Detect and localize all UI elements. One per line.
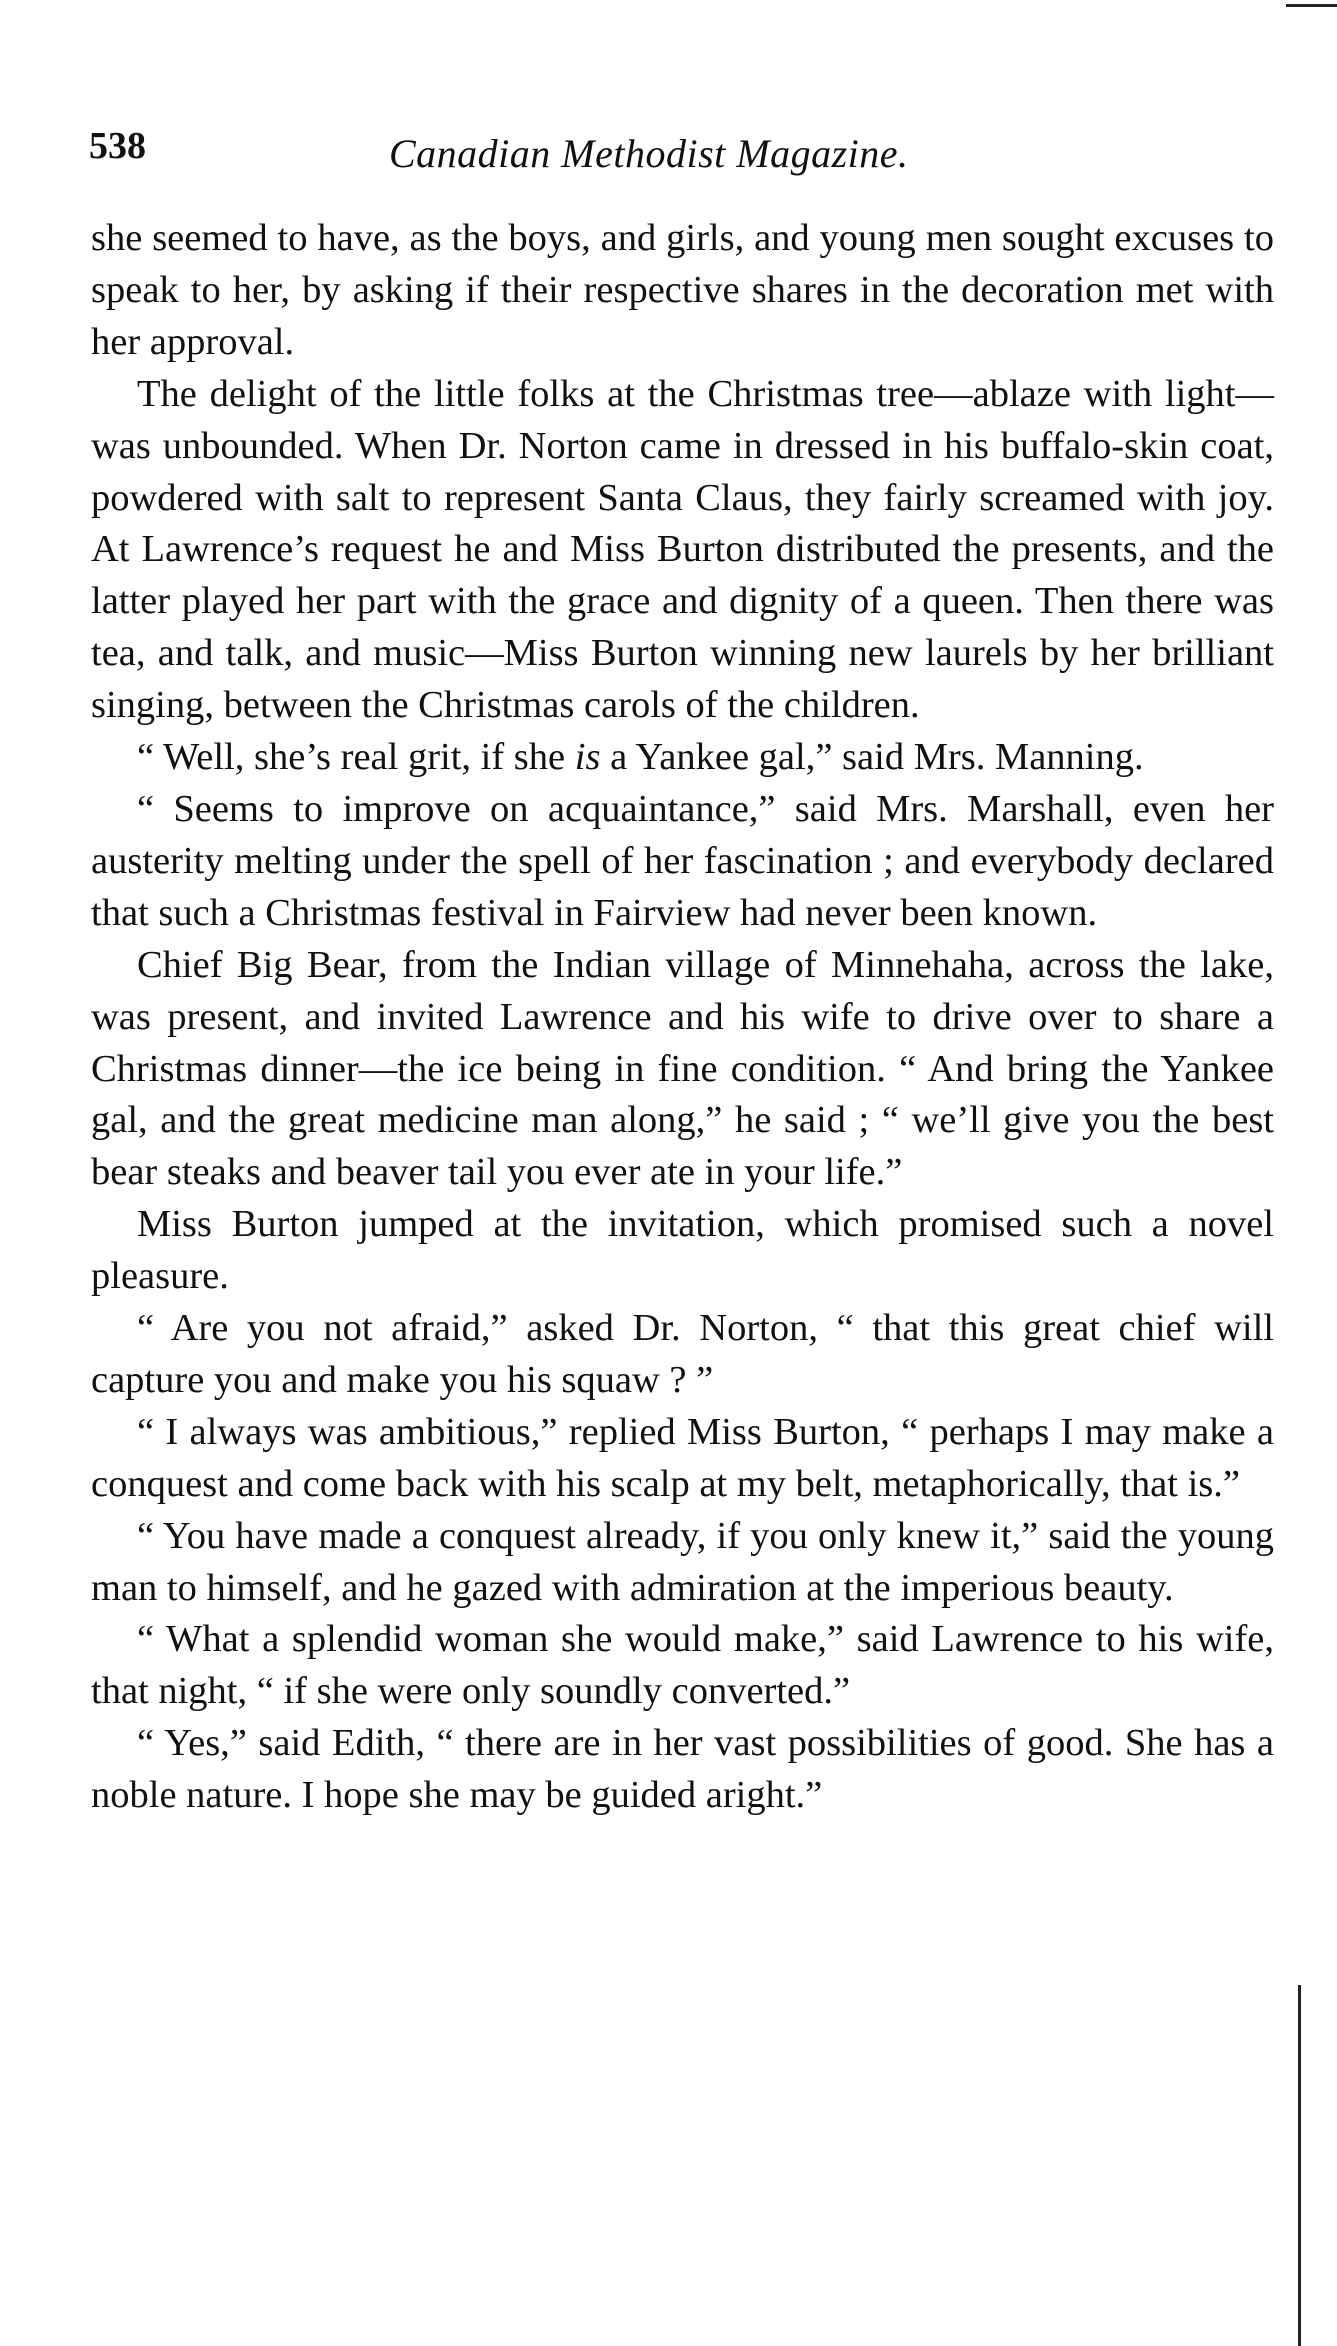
paragraph: “ Are you not afraid,” asked Dr. Norton, “ that this great chief will capture you and make you his squaw ? ” (91, 1307, 1274, 1401)
paragraph-text-end: a Yankee gal,” said Mrs. Manning. (600, 736, 1144, 779)
paragraph: she seemed to have, as the boys, and girls, and young men sought excuses to speak to her, by asking if their respective shares in the decoration met with her approval. (91, 217, 1274, 363)
paragraph: “ What a splendid woman she would make,” said Lawrence to his wife, that night, “ if she were only soundly converted.” (91, 1618, 1274, 1713)
page-header (89, 118, 1274, 188)
paragraph-text-start: “ Well, she’s real grit, if she (137, 736, 575, 779)
emphasized-word: is (574, 736, 601, 779)
body-text (91, 213, 1274, 1822)
paragraph: The delight of the little folks at the Christmas tree—ablaze with light—was unbounded. When Dr. Norton came in dressed in his buffalo-skin coat, powdered with salt to represent Santa Claus, they fairly screamed with joy. At Lawrence’s request he and Miss Burton distributed the presents, and the latter played her part with the grace and dignity of a queen. Then there was tea, and talk, and music—Miss Burton winning new laurels by her brilliant singing, between the Christmas carols of the children. (91, 372, 1274, 727)
margin-edge-rule (1298, 1985, 1301, 2346)
page-number: 538 (89, 125, 146, 167)
paragraph: Miss Burton jumped at the invitation, which promised such a novel pleasure. (91, 1203, 1274, 1298)
paragraph (91, 732, 1274, 784)
paragraph: “ You have made a conquest already, if you only knew it,” said the young man to himself, and he gazed with admiration at the imperious beauty. (91, 1514, 1274, 1609)
top-edge-rule (1286, 4, 1337, 7)
paragraph: Chief Big Bear, from the Indian village of Minnehaha, across the lake, was present, and invited Lawrence and his wife to drive over to share a Christmas dinner—the ice being in fine condition. “ And bring the Yankee gal, and the great medicine man along,” he said ; “ we’ll give you the best bear steaks and beaver tail you ever ate in your life.” (91, 943, 1274, 1194)
paragraph: “ I always was ambitious,” replied Miss Burton, “ perhaps I may make a conquest and come back with his scalp at my belt, metaphorically, that is.” (91, 1410, 1274, 1505)
paragraph: “ Yes,” said Edith, “ there are in her vast possibilities of good. She has a noble nature. I hope she may be guided aright.” (91, 1722, 1274, 1817)
running-title: Canadian Methodist Magazine. (389, 131, 909, 176)
paragraph: “ Seems to improve on acquaintance,” said Mrs. Marshall, even her austerity melting under the spell of her fascination ; and everybody declared that such a Christmas festival in Fairview had never been known. (91, 787, 1274, 934)
